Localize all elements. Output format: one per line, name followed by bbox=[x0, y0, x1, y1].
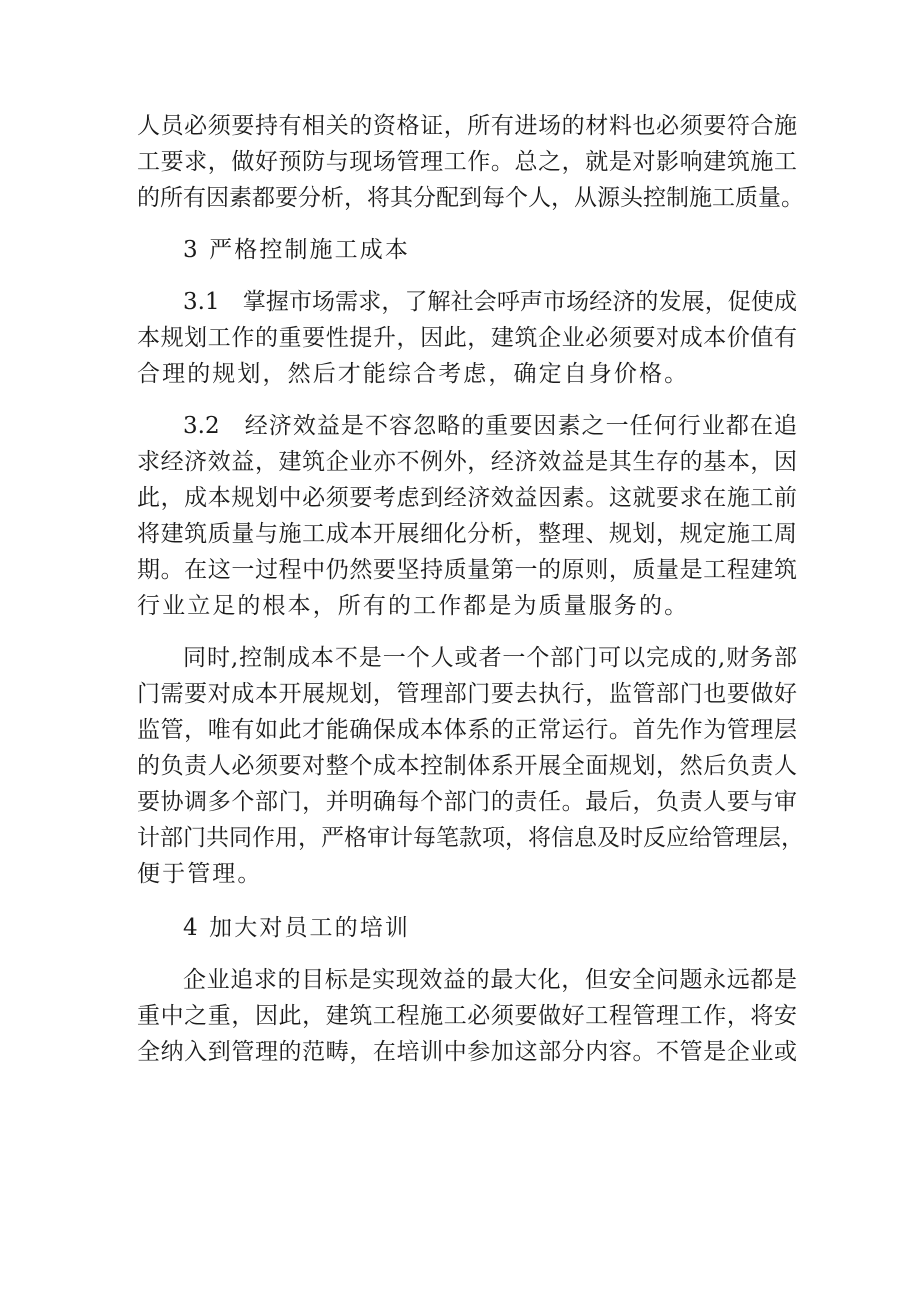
text-line: 企业追求的目标是实现效益的最大化，但安全问题永远都是 bbox=[183, 967, 797, 993]
text-line: 的所有因素都要分析，将其分配到每个人，从源头控制施工质量。 bbox=[137, 185, 804, 211]
text-line: 全纳入到管理的范畴，在培训中参加这部分内容。不管是企业或 bbox=[137, 1039, 797, 1065]
text-line: 求经济效益，建筑企业亦不例外，经济效益是其生存的基本，因 bbox=[137, 449, 797, 475]
text-line: 此，成本规划中必须要考虑到经济效益因素。这就要求在施工前 bbox=[137, 485, 797, 511]
text-line: 要协调多个部门，并明确每个部门的责任。最后，负责人要与审 bbox=[137, 789, 797, 815]
text-line: 便于管理。 bbox=[137, 861, 263, 887]
section-heading: 4 加大对员工的培训 bbox=[183, 915, 410, 941]
text-line: 工要求，做好预防与现场管理工作。总之，就是对影响建筑施工 bbox=[137, 149, 797, 175]
section-heading: 3 严格控制施工成本 bbox=[183, 237, 410, 263]
text-line: 本规划工作的重要性提升，因此，建筑企业必须要对成本价值有 bbox=[137, 325, 797, 351]
text-line: 将建筑质量与施工成本开展细化分析，整理、规划，规定施工周 bbox=[137, 521, 797, 547]
text-line: 合理的规划，然后才能综合考虑，确定自身价格。 bbox=[137, 361, 690, 387]
text-line: 监管，唯有如此才能确保成本体系的正常运行。首先作为管理层 bbox=[137, 717, 797, 743]
text-line: 重中之重，因此，建筑工程施工必须要做好工程管理工作，将安 bbox=[137, 1003, 797, 1029]
text-line: 的负责人必须要对整个成本控制体系开展全面规划，然后负责人 bbox=[137, 753, 797, 779]
text-line: 行业立足的根本，所有的工作都是为质量服务的。 bbox=[137, 593, 690, 619]
text-line: 3.2 经济效益是不容忽略的重要因素之一任何行业都在追 bbox=[183, 413, 797, 439]
text-line: 计部门共同作用，严格审计每笔款项，将信息及时反应给管理层， bbox=[137, 825, 804, 851]
text-line: 3.1 掌握市场需求，了解社会呼声市场经济的发展，促使成 bbox=[183, 289, 797, 315]
text-line: 同时,控制成本不是一个人或者一个部门可以完成的,财务部 bbox=[183, 645, 797, 671]
text-line: 期。在这一过程中仍然要坚持质量第一的原则，质量是工程建筑 bbox=[137, 557, 797, 583]
document-body bbox=[137, 108, 804, 1070]
text-line: 门需要对成本开展规划，管理部门要去执行，监管部门也要做好 bbox=[137, 681, 797, 707]
text-line: 人员必须要持有相关的资格证，所有进场的材料也必须要符合施 bbox=[137, 113, 797, 139]
